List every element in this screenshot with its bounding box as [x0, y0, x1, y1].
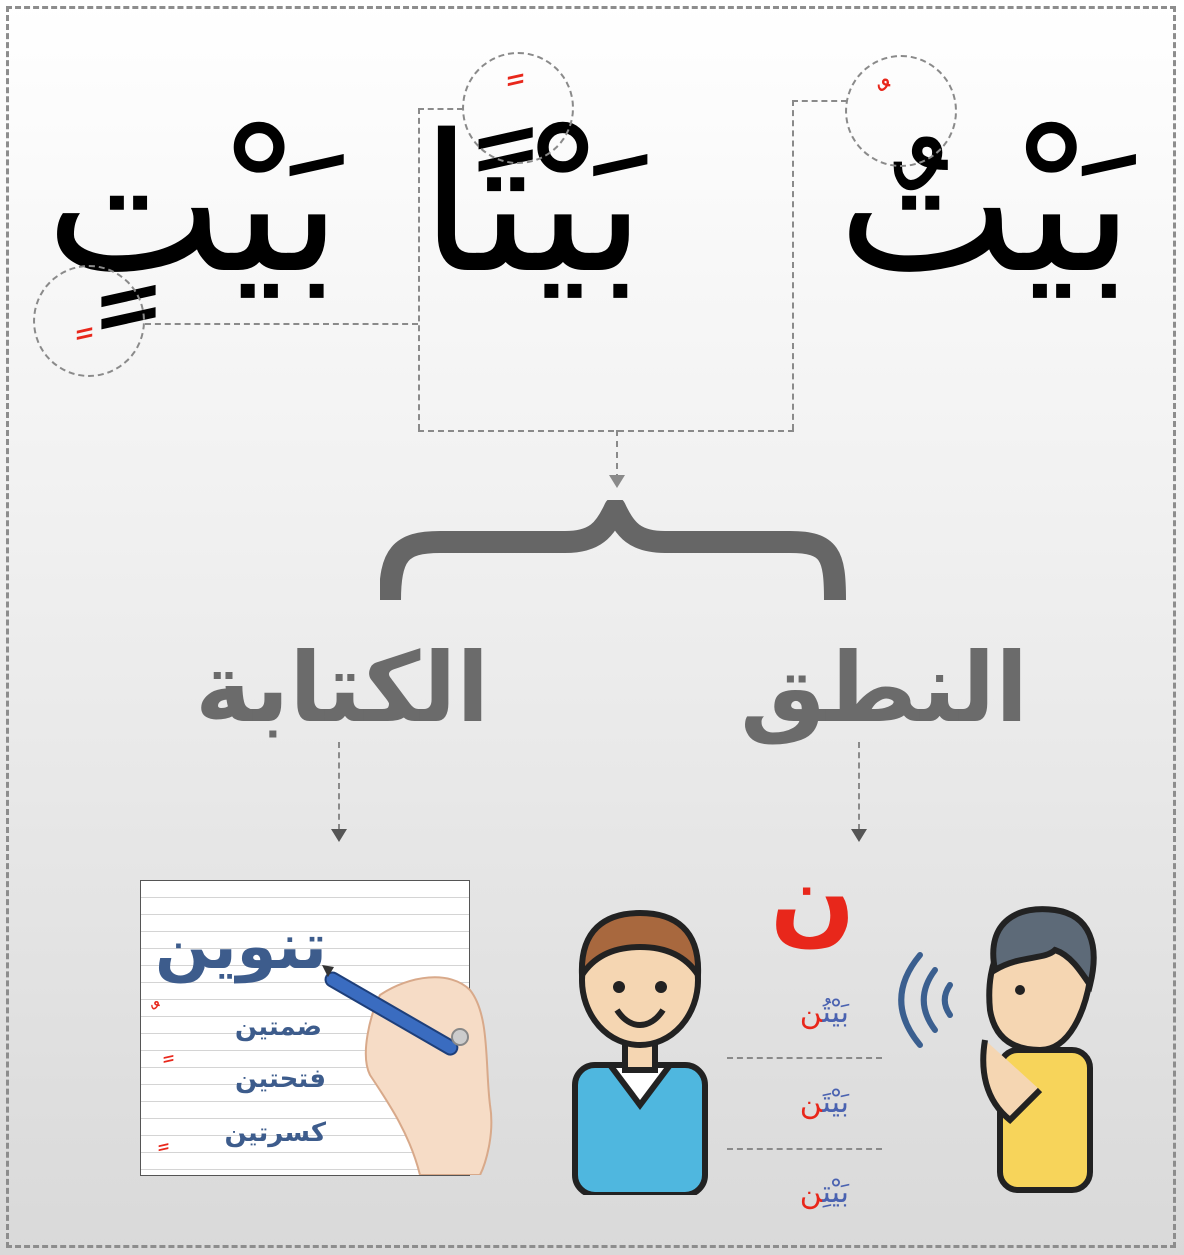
paper-item-dammatain: ضمتين	[234, 1012, 322, 1042]
connector-line	[418, 108, 420, 430]
heading-pronunciation: النطق	[740, 632, 1029, 744]
connector-line	[418, 430, 794, 432]
heading-writing: الكتابة	[195, 632, 490, 744]
curly-brace-icon	[380, 500, 850, 610]
highlight-circle-damma	[845, 55, 957, 167]
connector-line	[792, 100, 794, 430]
divider	[727, 1057, 882, 1059]
connector-line	[338, 742, 340, 830]
connector-line	[145, 323, 418, 325]
pronunciation-form-damma: بَيْتُن	[799, 995, 849, 1030]
sound-waves-icon	[895, 945, 965, 1055]
listener-person-icon	[555, 905, 725, 1195]
word-tanween-kasra: بَيْتٍ	[45, 94, 342, 315]
highlight-circle-kasra	[33, 265, 145, 377]
paper-title: تنوين	[155, 910, 327, 984]
word-tanween-fatha: بَيْتًا	[420, 94, 646, 315]
arrow-down-icon	[330, 828, 348, 844]
arrow-down-icon	[608, 474, 626, 490]
highlight-circle-fatha	[462, 52, 574, 164]
pronunciation-form-fatha: بَيْتَن	[799, 1085, 849, 1120]
paper-item-fathatain: فتحتين	[235, 1064, 326, 1094]
connector-line	[418, 108, 463, 110]
connector-line	[616, 430, 618, 480]
nun-letter: ن	[770, 840, 856, 957]
connector-line	[858, 742, 860, 830]
connector-line	[792, 100, 847, 102]
divider	[727, 1148, 882, 1150]
paper-item-kasratain: كسرتين	[224, 1118, 326, 1148]
word-tanween-damma: بَيْتٌ	[837, 94, 1134, 315]
speaker-person-icon	[960, 900, 1100, 1195]
hand-pencil-icon	[320, 955, 500, 1175]
pronunciation-form-kasra: بَيْتِن	[799, 1175, 849, 1210]
